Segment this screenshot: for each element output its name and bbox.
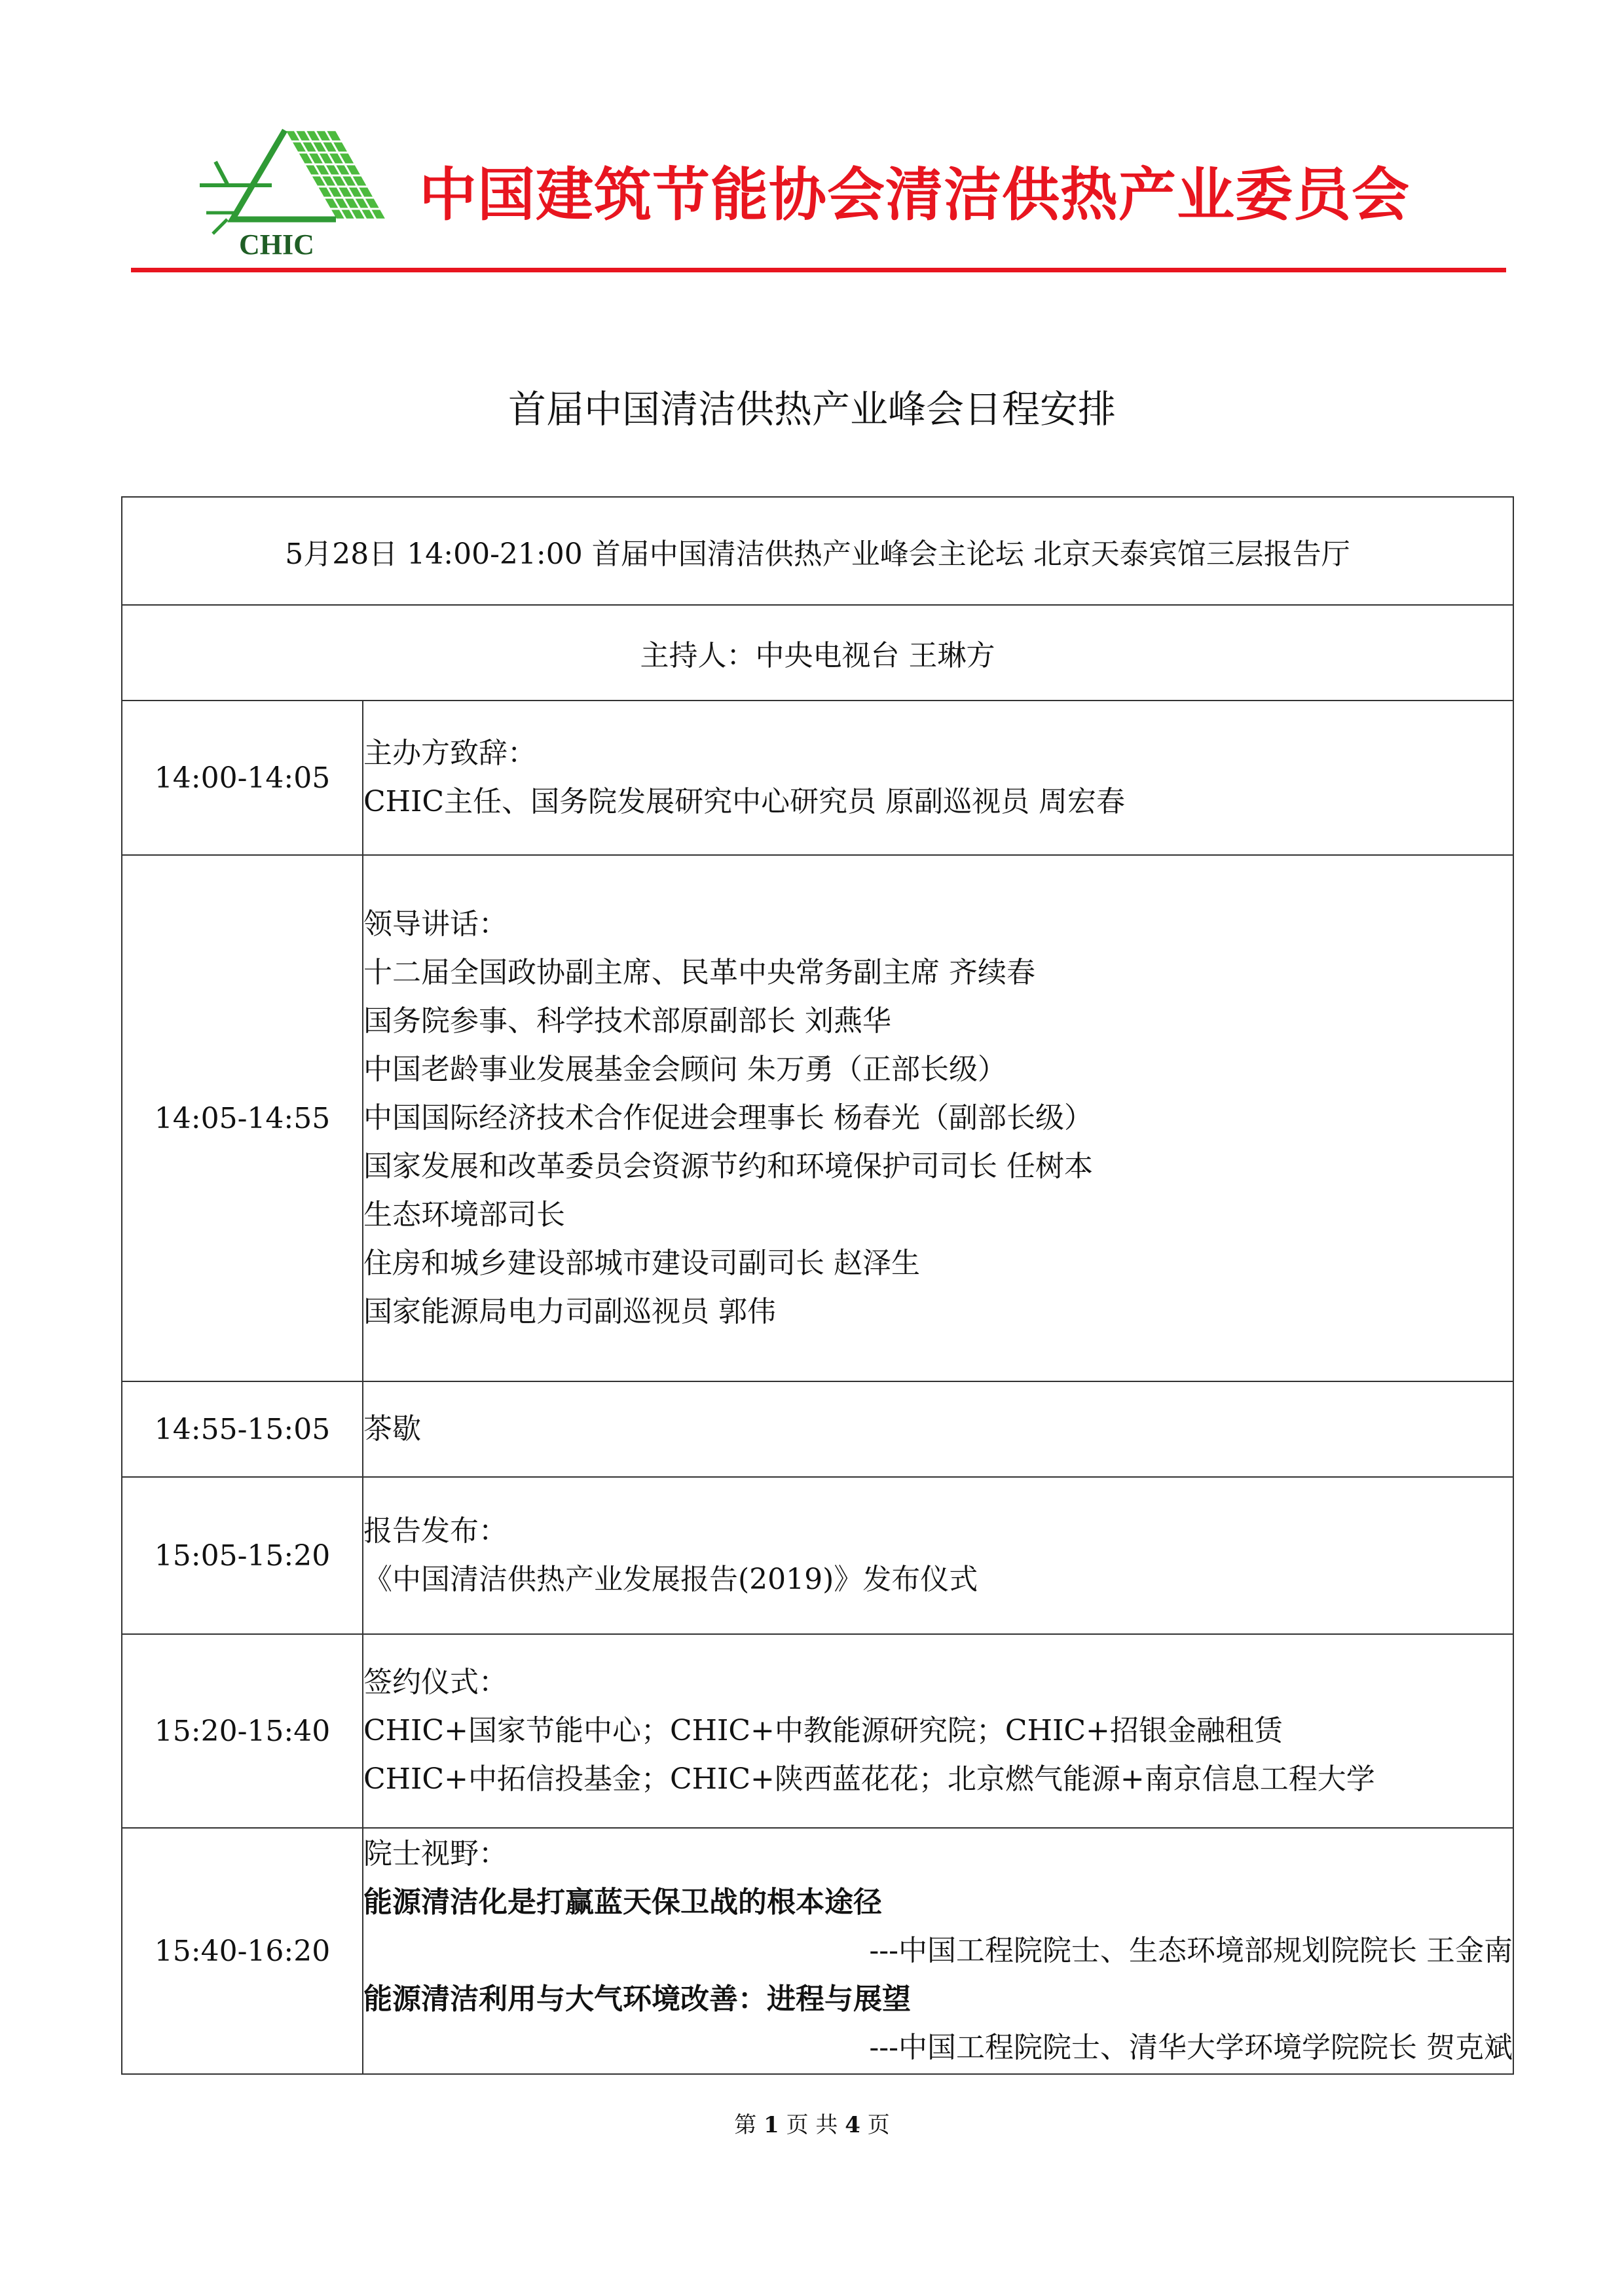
agenda-line: CHIC+国家节能中心；CHIC+中教能源研究院；CHIC+招银金融租赁 bbox=[363, 1714, 1283, 1747]
time-slot: 15:20-15:40 bbox=[122, 1634, 363, 1828]
agenda-line: CHIC主任、国务院发展研究中心研究员 原副巡视员 周宏春 bbox=[363, 785, 1126, 818]
schedule-table bbox=[121, 496, 1514, 2075]
time-slot: 14:55-15:05 bbox=[122, 1381, 363, 1477]
agenda-line: 中国老龄事业发展基金会顾问 朱万勇（正部长级） bbox=[363, 1053, 1006, 1086]
agenda-item bbox=[363, 1381, 1513, 1477]
agenda-item bbox=[363, 701, 1513, 855]
agenda-line: 十二届全国政协副主席、民革中央常务副主席 齐续春 bbox=[363, 956, 1035, 989]
time-slot: 15:40-16:20 bbox=[122, 1828, 363, 2074]
footer-middle: 页 共 bbox=[786, 2112, 838, 2138]
agenda-heading: 领导讲话： bbox=[363, 907, 507, 941]
agenda-line: CHIC+中拓信投基金；CHIC+陕西蓝花花；北京燃气能源+南京信息工程大学 bbox=[363, 1762, 1375, 1796]
chic-logo bbox=[187, 121, 396, 262]
agenda-line: 国务院参事、科学技术部原副部长 刘燕华 bbox=[363, 1004, 891, 1038]
logo-text: CHIC bbox=[239, 228, 314, 261]
table-row bbox=[122, 1477, 1513, 1634]
footer-suffix: 页 bbox=[867, 2112, 890, 2138]
host-row bbox=[122, 605, 1513, 701]
agenda-item bbox=[363, 1828, 1513, 2074]
document-title: 首届中国清洁供热产业峰会日程安排 bbox=[507, 387, 1116, 431]
talk-speaker: ---中国工程院院士、清华大学环境学院院长 贺克斌 bbox=[869, 2031, 1513, 2064]
talk-topic: 能源清洁化是打赢蓝天保卫战的根本途径 bbox=[363, 1886, 882, 1919]
agenda-line: 生态环境部司长 bbox=[363, 1198, 565, 1231]
agenda-heading: 签约仪式： bbox=[363, 1666, 507, 1699]
agenda-heading: 主办方致辞： bbox=[363, 737, 536, 770]
page-total: 4 bbox=[845, 2112, 860, 2138]
footer-prefix: 第 bbox=[734, 2112, 757, 2138]
header-divider bbox=[131, 268, 1506, 272]
talk-speaker: ---中国工程院院士、生态环境部规划院院长 王金南 bbox=[869, 1934, 1513, 1967]
agenda-line: 国家能源局电力司副巡视员 郭伟 bbox=[363, 1295, 776, 1328]
agenda-item bbox=[363, 855, 1513, 1381]
organization-name: 中国建筑节能协会清洁供热产业委员会 bbox=[419, 161, 1411, 228]
agenda-item bbox=[363, 1477, 1513, 1634]
time-slot: 14:05-14:55 bbox=[122, 855, 363, 1381]
table-row bbox=[122, 1828, 1513, 2074]
agenda-heading: 院士视野： bbox=[363, 1837, 507, 1870]
agenda-heading: 茶歇 bbox=[363, 1412, 421, 1446]
agenda-line: 中国国际经济技术合作促进会理事长 杨春光（副部长级） bbox=[363, 1101, 1093, 1135]
session-row bbox=[122, 497, 1513, 605]
agenda-item bbox=[363, 1634, 1513, 1828]
page-number: 1 bbox=[764, 2112, 779, 2138]
talk-topic: 能源清洁利用与大气环境改善：进程与展望 bbox=[363, 1982, 911, 2016]
time-slot: 14:00-14:05 bbox=[122, 701, 363, 855]
agenda-line: 《中国清洁供热产业发展报告(2019)》发布仪式 bbox=[363, 1563, 978, 1596]
table-row bbox=[122, 701, 1513, 855]
host-info: 主持人：中央电视台 王琳方 bbox=[122, 605, 1513, 701]
session-info: 5月28日 14:00-21:00 首届中国清洁供热产业峰会主论坛 北京天泰宾馆三层报告厅 bbox=[122, 497, 1513, 605]
agenda-line: 住房和城乡建设部城市建设司副司长 赵泽生 bbox=[363, 1247, 920, 1280]
agenda-heading: 报告发布： bbox=[363, 1514, 507, 1548]
table-row bbox=[122, 1381, 1513, 1477]
table-row bbox=[122, 855, 1513, 1381]
table-row bbox=[122, 1634, 1513, 1828]
agenda-line: 国家发展和改革委员会资源节约和环境保护司司长 任树本 bbox=[363, 1150, 1093, 1183]
time-slot: 15:05-15:20 bbox=[122, 1477, 363, 1634]
page-footer bbox=[0, 2107, 1624, 2139]
